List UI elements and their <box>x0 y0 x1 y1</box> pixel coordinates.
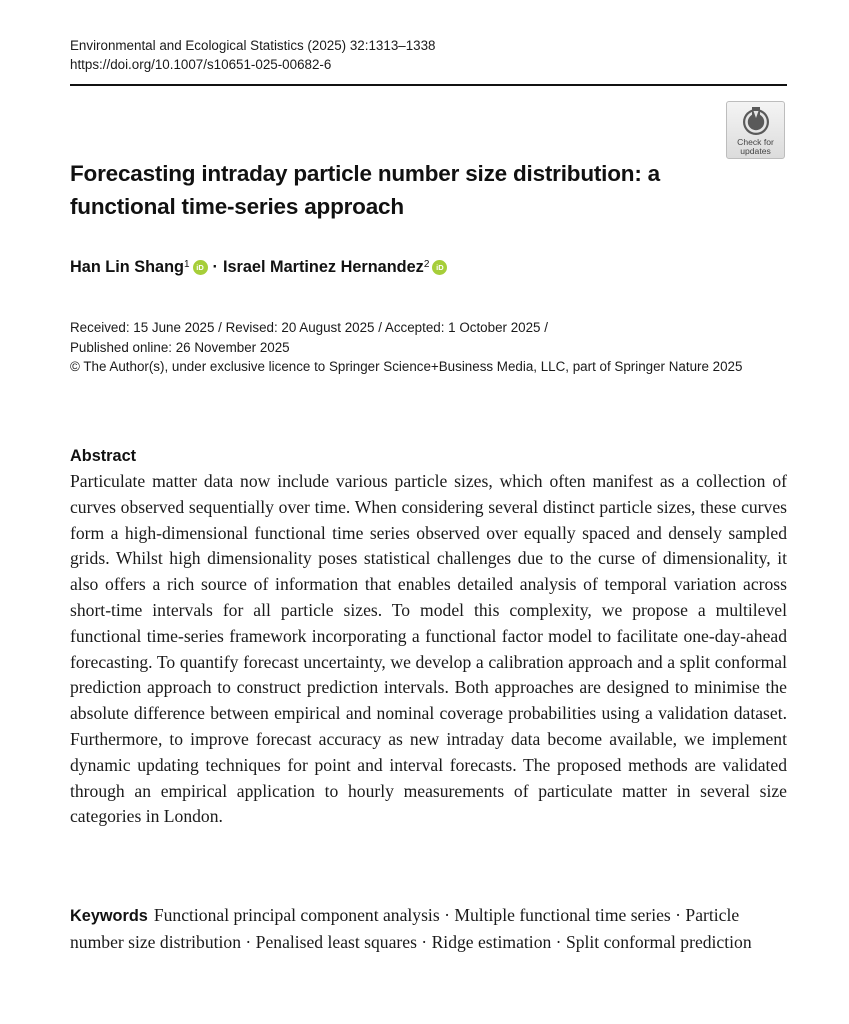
header-divider <box>70 84 787 86</box>
keywords-section <box>70 903 760 956</box>
history-dates: Received: 15 June 2025 / Revised: 20 August 2025 / Accepted: 1 October 2025 / <box>70 320 548 335</box>
author-separator: · <box>212 258 218 276</box>
journal-citation: Environmental and Ecological Statistics (2025) 32:1313–1338 <box>70 38 436 53</box>
author-name[interactable]: Israel Martinez Hernandez <box>222 258 424 276</box>
author-affiliation: 1 <box>183 259 190 270</box>
orcid-icon[interactable]: iD <box>193 260 208 275</box>
check-for-updates-icon <box>741 107 771 137</box>
keywords-label: Keywords <box>70 907 148 925</box>
publication-history <box>70 318 770 377</box>
author-name[interactable]: Han Lin Shang <box>70 258 184 276</box>
published-online: Published online: 26 November 2025 <box>70 339 290 355</box>
copyright-notice: © The Author(s), under exclusive licence to Springer Science+Business Media, LLC, part of Springer Nature 2025 <box>70 359 743 375</box>
check-for-updates-button[interactable] <box>726 101 785 159</box>
orcid-icon[interactable]: iD <box>432 260 447 275</box>
article-title: Forecasting intraday particle number size distribution: a functional time-series approach <box>70 161 660 219</box>
check-for-updates-label <box>737 138 774 156</box>
doi-link[interactable]: https://doi.org/10.1007/s10651-025-00682-6 <box>70 57 332 72</box>
author-list <box>70 256 452 278</box>
journal-header <box>70 36 436 74</box>
check-label-line1: Check for <box>737 137 774 147</box>
abstract-heading: Abstract <box>70 447 137 465</box>
check-label-line2: updates <box>740 146 771 156</box>
abstract-text: Particulate matter data now include various particle sizes, which often manifest as a collection of curves observed sequentially over time. When considering several distinct particle sizes, these curves form a high-dimensional functional time series observed over equally spaced and densely sampled grids. Whilst high dimensionality poses statistical challenges due to the curse of dimensionality, it also offers a rich source of information that enables detailed analysis of temporal variation across short-time intervals for all particle sizes. To model this complexity, we propose a multilevel functional time-series framework incorporating a functional factor model to facilitate one-day-ahead forecasting. To quantify forecast uncertainty, we develop a calibration approach and a split conformal prediction approach to construct prediction intervals. Both approaches are designed to minimise the absolute difference between empirical and nominal coverage probabilities using a validation dataset. Furthermore, to improve forecast accuracy as new intraday data become available, we implement dynamic updating techniques for point and interval forecasts. The proposed methods are validated through an empirical application to hourly measurements of particulate matter in several size categories in London. <box>70 471 787 827</box>
author-affiliation: 2 <box>423 259 430 270</box>
keywords-list: Functional principal component analysis · Multiple functional time series · Particle number size distribution · Penalised least squares · Ridge estimation · Split conformal prediction <box>70 905 752 952</box>
